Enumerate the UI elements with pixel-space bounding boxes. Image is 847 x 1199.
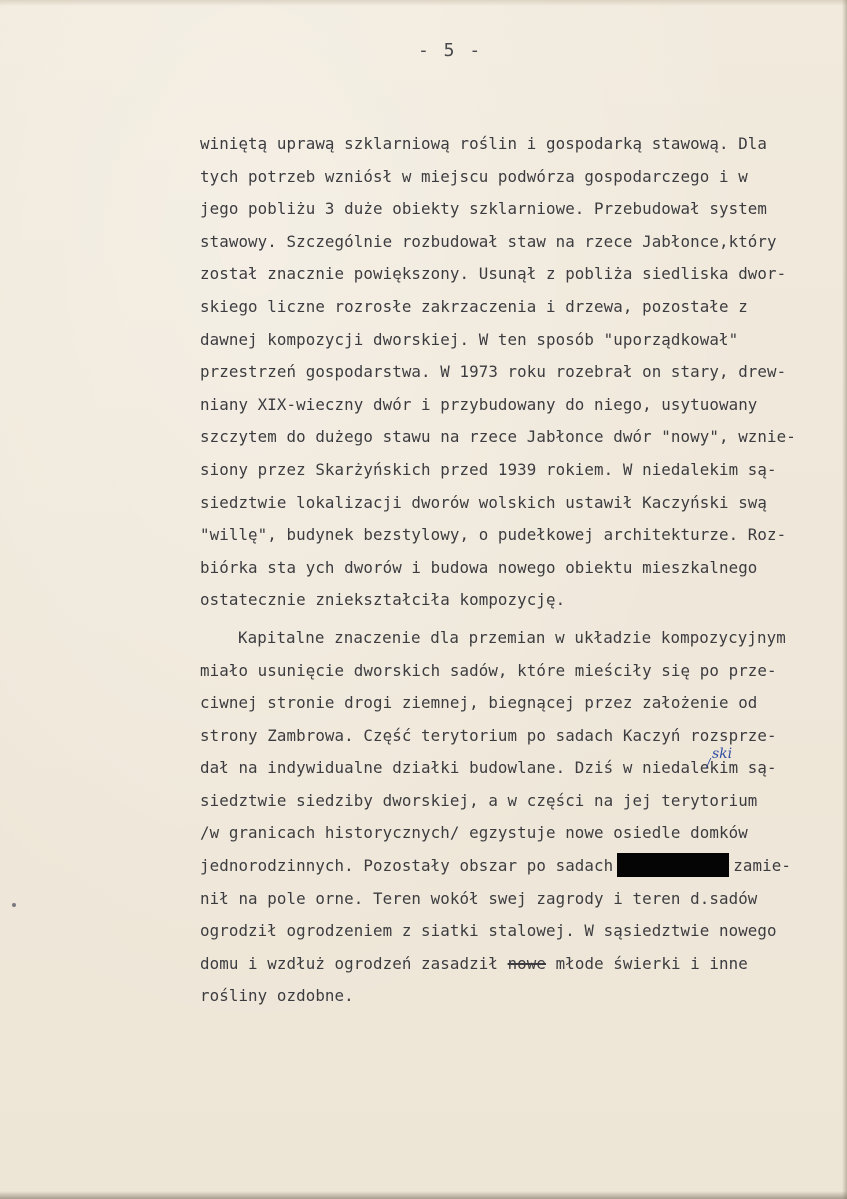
- text-line: /w granicach historycznych/ egzystuje nowe osiedle domków: [200, 823, 748, 843]
- text-segment: młode świerki i inne: [555, 953, 748, 973]
- margin-dot: [12, 903, 16, 907]
- paragraph-start-line: Kapitalne znaczenie dla przemian w układzie kompozycyjnym: [238, 627, 786, 647]
- text-line: strony Zambrowa. Część terytorium po sadach Kaczyń rozsprze-: [200, 725, 777, 745]
- text-segment: domu i wzdłuż ogrodzeń zasadził: [200, 953, 498, 973]
- text-line: stawowy. Szczególnie rozbudował staw na rzece Jabłonce,który: [200, 231, 777, 251]
- text-line: szczytem do dużego stawu na rzece Jabłonce dwór "nowy", wznie-: [200, 427, 796, 447]
- text-line: siedztwie lokalizacji dworów wolskich ustawił Kaczyński swą: [200, 492, 768, 512]
- text-segment: jednorodzinnych. Pozostały obszar po sadach: [200, 856, 614, 876]
- text-line: ciwnej stronie drogi ziemnej, biegnącej przez założenie od: [200, 693, 758, 713]
- typed-text-body: [200, 128, 830, 1013]
- struck-out-word: nowe: [507, 953, 547, 973]
- paper-edge-top: [0, 0, 847, 6]
- page-number: - 5 -: [418, 40, 483, 61]
- paper-edge-right: [842, 0, 847, 1199]
- text-line: skiego liczne rozrosłe zakrzaczenia i drzewa, pozostałe z: [200, 296, 748, 316]
- redaction-bar: [617, 853, 729, 877]
- text-line: tych potrzeb wzniósł w miejscu podwórza gospodarczego i w: [200, 166, 748, 186]
- text-line: siedztwie siedziby dworskiej, a w części na jej terytorium: [200, 790, 758, 810]
- text-line: winiętą uprawą szklarniową roślin i gospodarką stawową. Dla: [200, 134, 768, 153]
- text-line-with-strikeout: [200, 948, 830, 981]
- text-line: "willę", budynek bezstylowy, o pudełkowej architekturze. Roz-: [200, 525, 787, 545]
- text-line: niany XIX-wieczny dwór i przybudowany do niego, usytuowany: [200, 394, 758, 414]
- text-line: nił na pole orne. Teren wokół swej zagrody i teren d.sadów: [200, 888, 758, 908]
- text-line: został znacznie powiększony. Usunął z pobliża siedliska dwor-: [200, 264, 787, 284]
- text-line: miało usunięcie dworskich sadów, które mieściły się po prze-: [200, 660, 777, 680]
- text-line: ogrodził ogrodzeniem z siatki stalowej. W sąsiedztwie nowego: [200, 921, 777, 941]
- text-line: przestrzeń gospodarstwa. W 1973 roku rozebrał on stary, drew-: [200, 362, 787, 382]
- text-segment: zamie-: [733, 856, 791, 876]
- paper-edge-bottom: [0, 1191, 847, 1199]
- text-line: rośliny ozdobne.: [200, 986, 354, 1006]
- text-line: dał na indywidualne działki budowlane. Dziś w niedalekim są-: [200, 758, 777, 778]
- text-line: biórka sta ych dworów i budowa nowego obiektu mieszkalnego: [200, 557, 758, 577]
- text-line: dawnej kompozycji dworskiej. W ten sposób "uporządkował": [200, 329, 739, 349]
- text-line: ostatecznie zniekształciła kompozycję.: [200, 590, 566, 610]
- text-line-with-redaction: [200, 850, 830, 883]
- text-line: siony przez Skarżyńskich przed 1939 rokiem. W niedalekim są-: [200, 459, 777, 479]
- text-line: jego pobliżu 3 duże obiekty szklarniowe. Przebudował system: [200, 199, 768, 219]
- handwritten-insertion: ski: [712, 746, 733, 762]
